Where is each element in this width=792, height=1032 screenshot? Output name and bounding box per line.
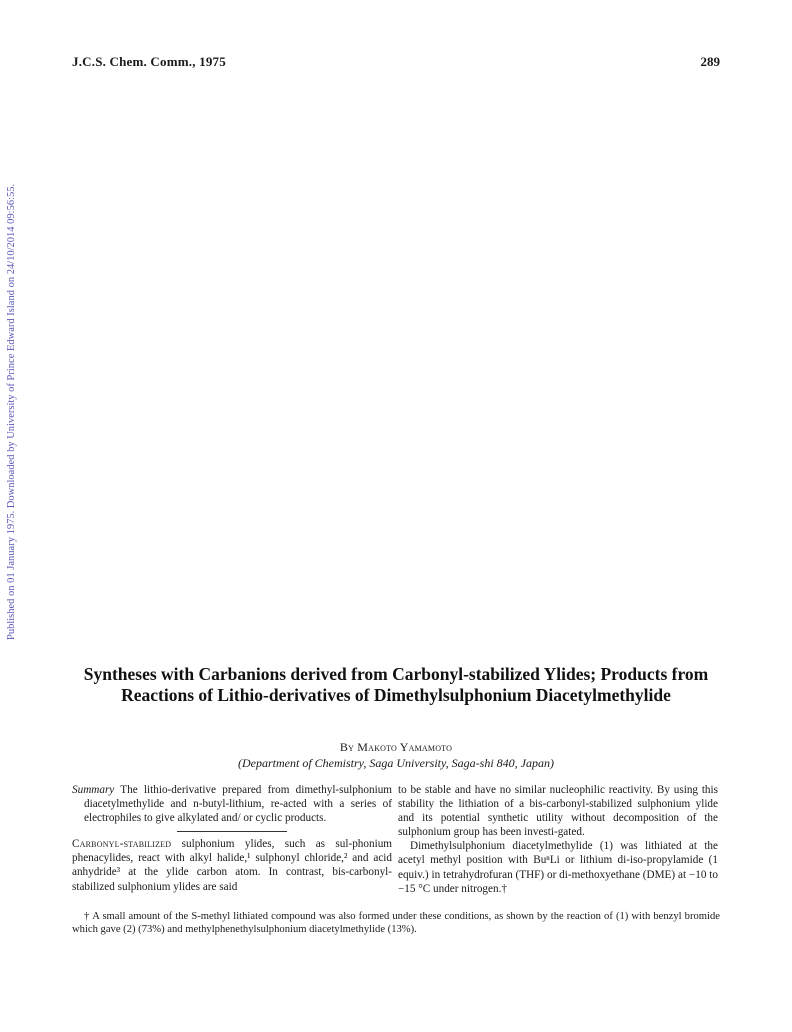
- publication-sidebar: [4, 160, 18, 640]
- publication-note[interactable]: Published on 01 January 1975. Downloaded by University of Prince Edward Island on 24/10/2014 09:56:55.: [6, 183, 17, 640]
- para1-text: sulphonium ylides, such as sul-phonium phenacylides, react with alkyl halide,¹ sulphonyl chloride,² and acid anhydride³ at the ylide carbon atom. In contrast, bis-carbonyl-stabilized sulphonium ylides are said: [72, 838, 392, 893]
- author-name: By Makoto Yamamoto: [339, 740, 453, 754]
- footnote: [72, 910, 720, 936]
- footnote-text: † A small amount of the S-methyl lithiated compound was also formed under these conditions, as shown by the reaction of (1) with benzyl bromide which gave (2) (73%) and methylphenethylsulphonium diacetylmethylide (13%).: [72, 911, 720, 935]
- article-affiliation: (Department of Chemistry, Saga University, Saga-shi 840, Japan): [238, 756, 554, 770]
- left-column: [72, 783, 392, 894]
- summary-label: Summary: [72, 784, 115, 796]
- lead-in: Carbonyl-stabilized: [72, 838, 172, 851]
- body-paragraph-1-cont: to be stable and have no similar nucleophilic reactivity. By using this stability the lithiation of a bis-carbonyl-stabilized sulphonium ylide and its potential synthetic utility without decomposition of the sulphonium group has been investi-gated.: [398, 784, 718, 839]
- divider: [177, 831, 287, 832]
- journal-header: J.C.S. Chem. Comm., 1975: [72, 54, 226, 69]
- article-author: [80, 740, 712, 755]
- summary-text: The lithio-derivative prepared from dimethyl-sulphonium diacetylmethylide and n-butyl-lithium, re-acted with a series of electrophiles to give alkylated and/ or cyclic products.: [84, 784, 392, 825]
- body-paragraph-2: Dimethylsulphonium diacetylmethylide (1) was lithiated at the acetyl methyl position with BuⁿLi or lithium di-iso-propylamide (1 equiv.) in tetrahydrofuran (THF) or di-methoxyethane (DME) at −10 to −15 °C under nitrogen.†: [398, 840, 718, 895]
- right-column: [398, 783, 718, 896]
- article-title: Syntheses with Carbanions derived from Carbonyl-stabilized Ylides; Products from Reactions of Lithio-derivatives of Dimethylsulphonium Diacetylmethylide: [83, 664, 709, 705]
- summary: [72, 783, 392, 825]
- body-paragraph-1: [72, 837, 392, 893]
- page-number: 289: [700, 54, 720, 69]
